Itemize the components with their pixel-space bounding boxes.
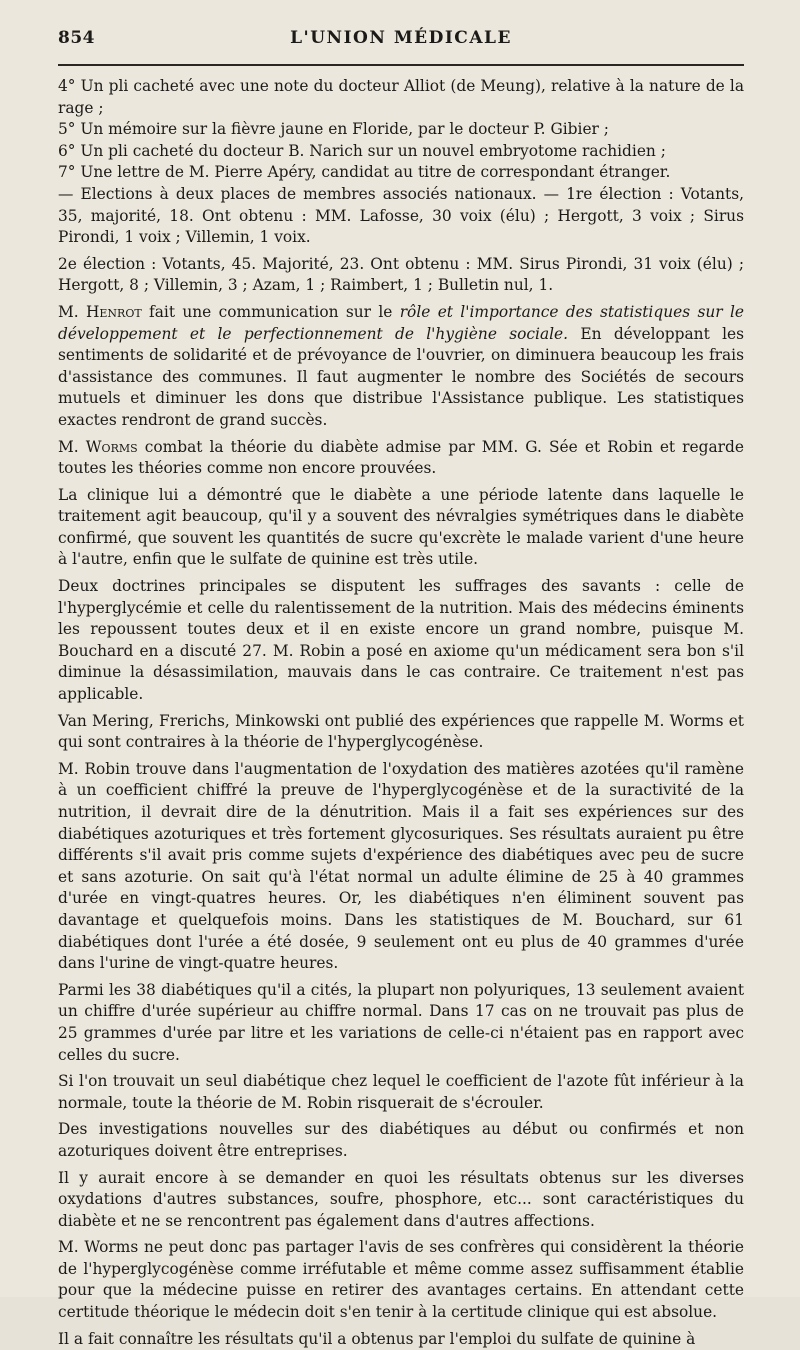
paragraph-investigations: Des investigations nouvelles sur des diabétiques au début ou confirmés et non azoturiques doivent être entreprises.	[58, 1120, 744, 1160]
paragraph-38-diabetiques: Parmi les 38 diabétiques qu'il a cités, la plupart non polyuriques, 13 seulement avaient un chiffre d'urée supérieur au chiffre normal. Dans 17 cas on ne trouvait pas plus de 25 grammes d'urée par litre et les variations de celle-ci n'étaient pas en rapport avec celles du sucre.	[58, 980, 744, 1064]
paragraph-henrot: M. Henrot fait une communication sur le rôle et l'importance des statistiques sur le développement et le perfectionnement de l'hygiène sociale. En développant les sentiments de solidarité et de prévoyance de l'ouvrier, on diminuera beaucoup les frais d'assistance des communes. Il faut augmenter le nombre des Sociétés de secours mutuels et diminuer les dons que distribue l'Assistance publique. Les statistiques exactes rendront de grand succès.	[58, 302, 744, 429]
paragraph-election-2: 2e élection : Votants, 45. Majorité, 23. Ont obtenu : MM. Sirus Pirondi, 31 voix (élu) ; Hergott, 8 ; Villemin, 3 ; Azam, 1 ; Raimbert, 1 ; Bulletin nul, 1.	[58, 254, 744, 295]
speaker-name: M. Henrot	[58, 302, 142, 321]
paragraph-quinine: Il a fait connaître les résultats qu'il a obtenus par l'emploi du sulfate de quinine à	[58, 1329, 696, 1348]
paragraph-clinique: La clinique lui a démontré que le diabète a une période latente dans laquelle le traitement agit beaucoup, qu'il y a souvent des névralgies symétriques dans le diabète confirmé, que souvent les quantités de sucre qu'excrète le malade varient d'une heure à l'autre, enfin que le sulfate de quinine est très utile.	[58, 485, 744, 569]
paragraph-election-1: — Elections à deux places de membres associés nationaux. — 1re élection : Votants, 35, majorité, 18. Ont obtenu : MM. Lafosse, 30 voix (élu) ; Hergott, 3 voix ; Sirus Pirondi, 1 voix ; Villemin, 1 voix.	[58, 184, 744, 247]
paragraph-coefficient: Si l'on trouvait un seul diabétique chez lequel le coefficient de l'azote fût inférieur à la normale, toute la théorie de M. Robin risquerait de s'écrouler.	[58, 1072, 744, 1112]
paragraph-worms: M. Worms combat la théorie du diabète admise par MM. G. Sée et Robin et regarde toutes les théories comme non encore prouvées.	[58, 437, 744, 478]
paragraph-item-4: 4° Un pli cacheté avec une note du docteur Alliot (de Meung), relative à la nature de la rage ;	[58, 77, 744, 117]
paragraph-item-6: 6° Un pli cacheté du docteur B. Narich sur un nouvel embryotome rachidien ;	[58, 141, 666, 160]
paragraph-conclusion: M. Worms ne peut donc pas partager l'avis de ses confrères qui considèrent la théorie de l'hyperglycogénèse comme irréfutable et même comme assez suffisamment établie pour que la médecine puisse en retirer des avantages certains. En attendant cette certitude théorique le médecin doit s'en tenir à la certitude clinique qui est absolue.	[58, 1238, 744, 1322]
running-head: L'UNION MÉDICALE	[290, 28, 512, 48]
paragraph-robin: M. Robin trouve dans l'augmentation de l'oxydation des matières azotées qu'il ramène à un coefficient chiffré la preuve de l'hyperglycogénèse et de la suractivité de la nutrition, il devrait dire de la dénutrition. Mais il a fait ses expériences sur des diabétiques azoturiques et très fortement glycosuriques. Ses résultats auraient pu être différents s'il avait pris comme sujets d'expérience des diabétiques avec peu de sucre et sans azoturie. On sait qu'à l'état normal un adulte élimine de 25 à 40 grammes d'urée en vingt-quatres heures. Or, les diabétiques n'en éliminent souvent pas davantage et quelquefois moins. Dans les statistiques de M. Bouchard, sur 61 diabétiques dont l'urée a été dosée, 9 seulement ont eu plus de 40 grammes d'urée dans l'urine de vingt-quatre heures.	[58, 759, 744, 973]
paragraph-item-5: 5° Un mémoire sur la fièvre jaune en Floride, par le docteur P. Gibier ;	[58, 120, 609, 139]
paragraph-oxydations: Il y aurait encore à se demander en quoi les résultats obtenus sur les diverses oxydations d'autres substances, soufre, phosphore, etc... sont caractéristiques du diabète et ne se rencontrent pas également dans d'autres affections.	[58, 1168, 744, 1230]
speaker-name: M. Worms	[58, 437, 138, 456]
article-body	[58, 76, 744, 1350]
paragraph-van-mering: Van Mering, Frerichs, Minkowski ont publié des expériences que rappelle M. Worms et qui sont contraires à la théorie de l'hyperglycogénèse.	[58, 711, 744, 752]
header-rule	[58, 64, 744, 66]
page-header	[58, 28, 744, 60]
page-number: 854	[58, 28, 95, 48]
paragraph-item-7: 7° Une lettre de M. Pierre Apéry, candidat au titre de correspondant étranger.	[58, 163, 671, 182]
paragraph-doctrines: Deux doctrines principales se disputent les suffrages des savants : celle de l'hyperglycémie et celle du ralentissement de la nutrition. Mais des médecins éminents les repoussent toutes deux et il en existe encore un grand nombre, puisque M. Bouchard en a discuté 27. M. Robin a posé en axiome qu'un médicament sera bon s'il diminue la désassimilation, mauvais dans le cas contraire. Ce traitement n'est pas applicable.	[58, 577, 744, 704]
communication-title: rôle et l'importance des statistiques sur le développement et le perfectionnement de l'hygiène sociale.	[58, 302, 744, 343]
